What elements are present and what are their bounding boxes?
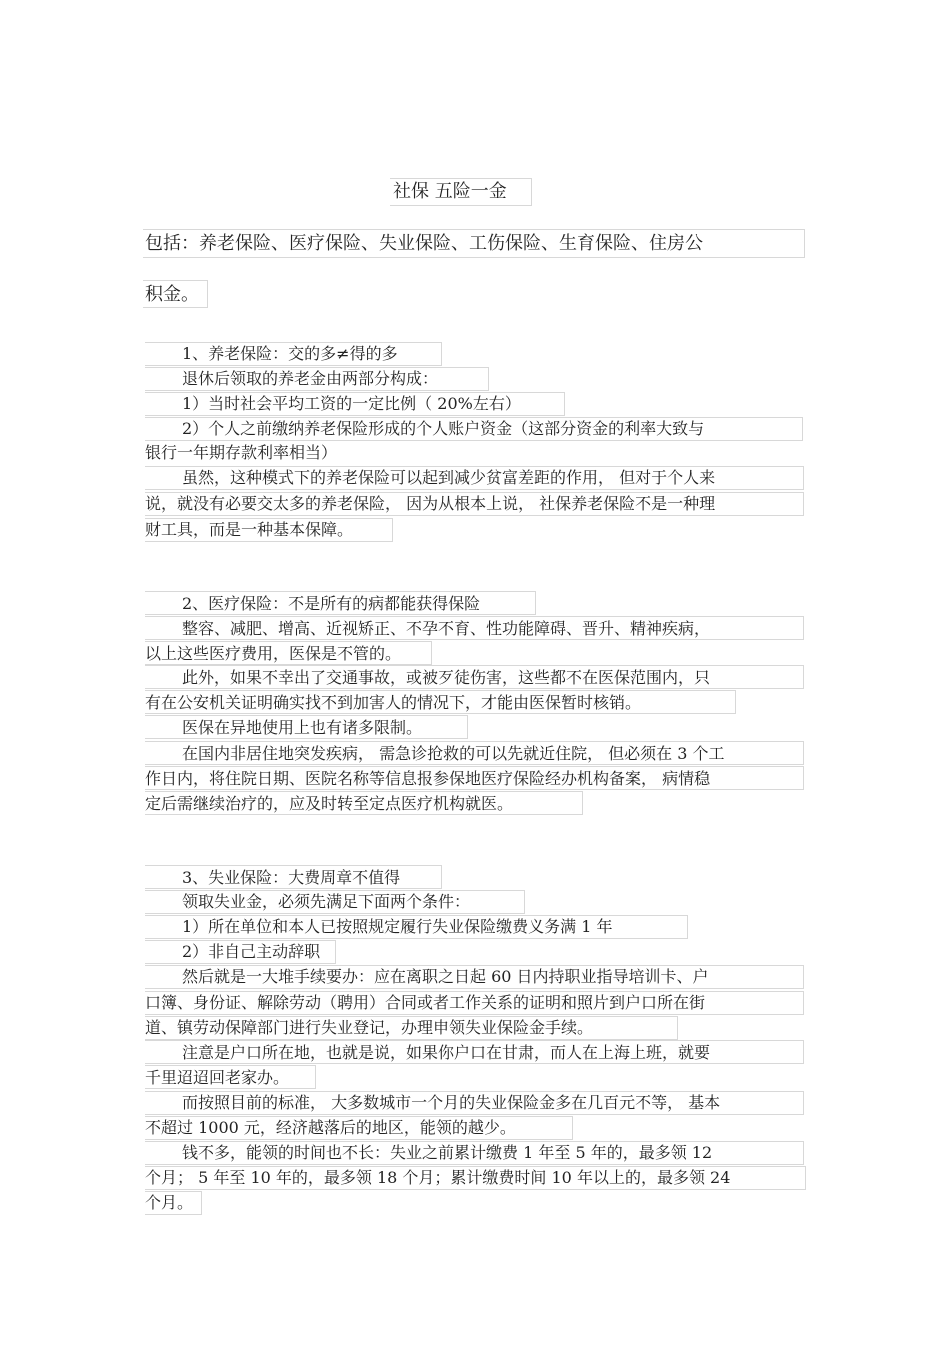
section-heading: 2、医疗保险：不是所有的病都能获得保险: [182, 594, 481, 613]
body-line: 作日内，将住院日期、医院名称等信息报参保地医疗保险经办机构备案， 病情稳: [145, 769, 711, 788]
body-line: 以上这些医疗费用，医保是不管的。: [145, 644, 402, 663]
text-frame: [145, 991, 804, 1015]
body-line: 道、镇劳动保障部门进行失业登记，办理申领失业保险金手续。: [145, 1018, 594, 1037]
body-line: 2）非自己主动辞职: [182, 942, 321, 961]
text-frame: [145, 915, 688, 939]
text-frame: [145, 741, 804, 765]
body-line: 口簿、身份证、解除劳动（聘用）合同或者工作关系的证明和照片到户口所在街: [145, 993, 706, 1012]
text-frame: [145, 791, 583, 815]
text-frame: [143, 280, 208, 308]
text-frame: [145, 1191, 202, 1215]
body-line: 银行一年期存款利率相当）: [145, 443, 338, 462]
body-line: 注意是户口所在地，也就是说，如果你户口在甘肃，而人在上海上班，就要: [182, 1043, 711, 1062]
body-line: 定后需继续治疗的，应及时转至定点医疗机构就医。: [145, 794, 514, 813]
text-frame: [145, 417, 803, 441]
text-frame: [145, 865, 442, 889]
text-frame: [145, 641, 432, 665]
body-line: 医保在异地使用上也有诸多限制。: [182, 718, 423, 737]
body-line: 退休后领取的养老金由两部分构成：: [182, 369, 439, 388]
body-line: 虽然，这种模式下的养老保险可以起到减少贫富差距的作用， 但对于个人来: [182, 468, 716, 487]
body-line: 此外，如果不幸出了交通事故，或被歹徒伤害，这些都不在医保范围内，只: [182, 668, 711, 687]
text-frame: [143, 229, 805, 258]
body-line: 1）所在单位和本人已按照规定履行失业保险缴费义务满 1 年: [182, 917, 613, 936]
body-line: 1）当时社会平均工资的一定比例（ 20%左右）: [182, 394, 521, 413]
body-line: 钱不多，能领的时间也不长：失业之前累计缴费 1 年至 5 年的，最多领 12: [182, 1143, 713, 1162]
text-frame: [145, 492, 804, 516]
text-frame: [145, 466, 804, 490]
text-frame: [145, 1065, 316, 1089]
text-frame: [145, 518, 393, 542]
page-title: 社保 五险一金: [393, 181, 507, 202]
section-heading: 1、养老保险：交的多≠得的多: [182, 344, 398, 363]
body-line: 而按照目前的标准， 大多数城市一个月的失业保险金多在几百元不等， 基本: [182, 1093, 721, 1112]
text-frame: [390, 178, 532, 206]
text-frame: [145, 1016, 678, 1040]
body-line: 有在公安机关证明确实找不到加害人的情况下，才能由医保暂时核销。: [145, 693, 642, 712]
body-line: 千里迢迢回老家办。: [145, 1068, 290, 1087]
intro-line: 包括：养老保险、医疗保险、失业保险、工伤保险、生育保险、住房公: [145, 233, 703, 254]
body-line: 然后就是一大堆手续要办：应在离职之日起 60 日内持职业指导培训卡、户: [182, 967, 709, 986]
text-frame: [145, 940, 336, 964]
text-frame: [145, 367, 489, 391]
text-frame: [145, 690, 736, 714]
text-frame: [145, 890, 525, 914]
body-line: 个月。: [145, 1193, 194, 1212]
text-frame: [145, 766, 804, 790]
section-heading: 3、失业保险：大费周章不值得: [182, 868, 401, 887]
body-line: 不超过 1000 元，经济越落后的地区，能领的越少。: [145, 1118, 516, 1137]
body-line: 在国内非居住地突发疾病， 需急诊抢救的可以先就近住院， 但必须在 3 个工: [182, 744, 725, 763]
text-frame: [145, 715, 468, 739]
body-line: 说，就没有必要交太多的养老保险， 因为从根本上说， 社保养老保险不是一种理: [145, 494, 716, 513]
text-frame: [145, 392, 565, 416]
body-line: 领取失业金，必须先满足下面两个条件：: [182, 892, 471, 911]
text-frame: [145, 1091, 804, 1115]
text-frame: [145, 616, 804, 640]
text-frame: [145, 591, 536, 615]
body-line: 个月； 5 年至 10 年的，最多领 18 个月；累计缴费时间 10 年以上的，最多领 24: [145, 1168, 731, 1187]
text-frame: [145, 1166, 806, 1190]
intro-line: 积金。: [145, 284, 199, 305]
body-line: 财工具，而是一种基本保障。: [145, 520, 354, 539]
text-frame: [145, 965, 804, 989]
text-frame: [145, 1040, 804, 1064]
body-line: 整容、减肥、增高、近视矫正、不孕不育、性功能障碍、晋升、精神疾病，: [182, 619, 711, 638]
body-line: 2）个人之前缴纳养老保险形成的个人账户资金（这部分资金的利率大致与: [182, 419, 705, 438]
text-frame: [145, 665, 804, 689]
text-frame: [145, 342, 442, 366]
text-frame: [145, 1116, 573, 1140]
text-frame: [145, 1141, 804, 1165]
